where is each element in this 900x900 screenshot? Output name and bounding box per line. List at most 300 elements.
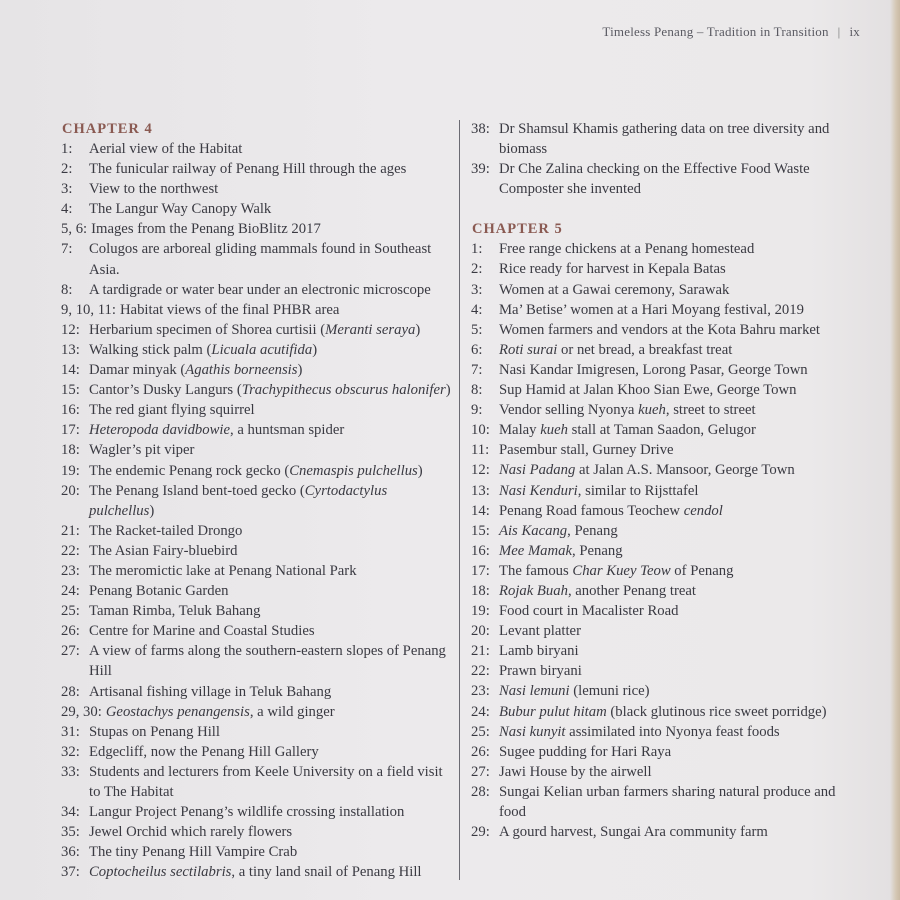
item-caption <box>106 702 451 722</box>
item-caption <box>499 581 851 601</box>
item-number: 21: <box>61 522 80 539</box>
list-item <box>61 601 451 621</box>
item-number: 31: <box>61 723 80 740</box>
item-number: 16: <box>61 402 80 419</box>
item-caption <box>499 722 851 742</box>
list-item <box>61 802 451 822</box>
caption-text: Damar minyak ( <box>89 362 186 379</box>
item-caption <box>499 641 851 661</box>
item-caption <box>89 621 451 641</box>
item-number: 19: <box>61 462 80 479</box>
book-title: Timeless Penang – Tradition in Transition <box>602 24 829 39</box>
caption-after: , another Penang treat <box>567 582 696 599</box>
caption-text: Stupas on Penang Hill <box>89 723 220 740</box>
item-number: 17: <box>61 422 80 439</box>
caption-after: at Jalan A.S. Mansoor, George Town <box>575 462 795 479</box>
item-caption <box>499 661 851 681</box>
item-caption <box>91 219 451 239</box>
item-caption <box>499 420 851 440</box>
caption-text: Sup Hamid at Jalan Khoo Sian Ewe, George Town <box>499 382 797 399</box>
caption-italic: Nasi Padang <box>499 462 576 479</box>
list-item <box>471 420 851 440</box>
caption-text: Women farmers and vendors at the Kota Bahru market <box>499 321 821 338</box>
caption-text: Sugee pudding for Hari Raya <box>499 743 672 760</box>
item-number: 12: <box>61 321 80 338</box>
item-caption <box>89 682 451 702</box>
item-number: 39: <box>471 161 490 178</box>
list-item <box>61 862 451 882</box>
caption-text: Free range chickens at a Penang homestead <box>499 241 755 258</box>
caption-text: The funicular railway of Penang Hill through the ages <box>89 161 407 178</box>
item-number: 10: <box>471 422 490 439</box>
chapter-4-continued-list <box>471 119 851 199</box>
list-item <box>61 682 451 702</box>
item-caption <box>499 621 851 641</box>
item-number: 14: <box>471 502 490 519</box>
item-caption <box>499 601 851 621</box>
list-item <box>61 521 451 541</box>
caption-text: Aerial view of the Habitat <box>89 141 243 157</box>
item-number: 5, 6: <box>61 221 88 238</box>
item-caption <box>89 822 451 842</box>
page-edge <box>890 0 900 900</box>
list-item <box>471 259 851 279</box>
caption-text: Colugos are arboreal gliding mammals found in Southeast Asia. <box>89 241 432 278</box>
caption-italic: Nasi Kenduri <box>499 482 578 499</box>
caption-after: , a huntsman spider <box>230 422 345 439</box>
list-item <box>61 541 451 561</box>
caption-italic: Licuala acutifida <box>211 341 313 358</box>
item-caption <box>499 681 851 701</box>
item-number: 27: <box>61 643 80 660</box>
list-item <box>61 199 451 219</box>
item-number: 22: <box>61 542 80 559</box>
caption-text: A tardigrade or water bear under an electronic microscope <box>89 281 431 298</box>
item-caption <box>499 501 851 521</box>
item-caption <box>89 159 451 179</box>
list-item <box>471 581 851 601</box>
list-item <box>471 782 851 822</box>
header-separator: | <box>837 24 841 39</box>
list-item <box>61 461 451 481</box>
list-item <box>61 581 451 601</box>
item-number: 26: <box>471 743 490 760</box>
caption-text: The Racket-tailed Drongo <box>89 522 243 539</box>
list-item <box>61 440 451 460</box>
caption-text: Images from the Penang BioBlitz 2017 <box>91 221 321 238</box>
item-number: 24: <box>61 583 80 600</box>
item-number: 26: <box>61 623 80 640</box>
item-caption <box>89 762 451 802</box>
item-number: 18: <box>471 582 490 599</box>
item-number: 5: <box>471 321 483 338</box>
caption-text: Rice ready for harvest in Kepala Batas <box>499 261 726 278</box>
caption-text: Food court in Macalister Road <box>499 603 679 620</box>
item-number: 34: <box>61 804 80 821</box>
item-caption <box>89 802 451 822</box>
item-number: 22: <box>471 663 490 680</box>
item-number: 16: <box>471 542 490 559</box>
item-number: 21: <box>471 643 490 660</box>
list-item <box>471 501 851 521</box>
item-number: 9: <box>471 402 483 419</box>
caption-after: ) <box>445 382 451 399</box>
item-caption <box>499 259 851 279</box>
item-caption <box>89 239 451 279</box>
caption-text: Nasi Kandar Imigresen, Lorong Pasar, George Town <box>499 361 808 378</box>
item-number: 8: <box>61 281 73 298</box>
item-number: 13: <box>61 341 80 358</box>
list-item <box>471 661 851 681</box>
caption-italic: Agathis borneensis <box>185 362 298 379</box>
item-caption <box>499 460 851 480</box>
caption-after: ) <box>415 321 421 338</box>
chapter-5-heading: CHAPTER 5 <box>472 221 563 238</box>
item-caption <box>499 702 851 722</box>
item-caption <box>89 420 451 440</box>
list-item <box>471 360 851 380</box>
item-caption <box>89 601 451 621</box>
item-number: 13: <box>471 482 490 499</box>
caption-text: A view of farms along the southern-eastern slopes of Penang Hill <box>89 643 446 680</box>
item-number: 7: <box>61 241 73 258</box>
item-number: 9, 10, 11: <box>61 301 116 318</box>
list-item <box>471 521 851 541</box>
item-caption <box>499 561 851 581</box>
caption-italic: Rojak Buah <box>499 582 568 599</box>
list-item <box>471 722 851 742</box>
caption-after: or net bread, a breakfast treat <box>557 341 733 358</box>
item-number: 1: <box>471 241 483 258</box>
item-caption <box>89 742 451 762</box>
caption-italic: kueh <box>540 422 568 439</box>
caption-italic: Geostachys penangensis <box>105 703 250 720</box>
item-caption <box>120 300 451 320</box>
caption-text: Lamb biryani <box>499 643 579 660</box>
item-caption <box>89 641 451 681</box>
item-caption <box>499 380 851 400</box>
list-item <box>471 561 851 581</box>
list-item <box>61 641 451 681</box>
item-caption <box>499 782 851 822</box>
item-number: 35: <box>61 824 80 841</box>
item-number: 8: <box>471 382 483 399</box>
chapter-4-heading: CHAPTER 4 <box>62 121 153 137</box>
caption-after: , a wild ginger <box>249 703 335 720</box>
list-item <box>61 420 451 440</box>
item-number: 12: <box>471 462 490 479</box>
caption-after: assimilated into Nyonya feast foods <box>565 723 780 740</box>
item-number: 18: <box>61 442 80 459</box>
caption-text: Penang Botanic Garden <box>89 583 229 600</box>
list-item <box>61 400 451 420</box>
left-column <box>61 119 451 882</box>
caption-text: Prawn biryani <box>499 663 582 680</box>
item-caption <box>89 842 451 862</box>
list-item <box>61 842 451 862</box>
caption-text: Centre for Marine and Coastal Studies <box>89 623 315 640</box>
caption-italic: Mee Mamak <box>499 542 572 559</box>
item-number: 24: <box>471 703 490 720</box>
item-caption <box>89 380 451 400</box>
caption-italic: kueh <box>638 402 666 419</box>
caption-after: ) <box>312 341 318 358</box>
item-number: 25: <box>471 723 490 740</box>
list-item <box>471 280 851 300</box>
item-caption <box>499 119 851 159</box>
item-number: 32: <box>61 743 80 760</box>
caption-text: Students and lecturers from Keele University on a field visit to The Habitat <box>89 763 443 800</box>
item-caption <box>89 862 451 882</box>
list-item <box>61 380 451 400</box>
caption-text: Edgecliff, now the Penang Hill Gallery <box>89 743 319 760</box>
item-caption <box>499 400 851 420</box>
item-number: 37: <box>61 864 80 881</box>
caption-text: The red giant flying squirrel <box>89 402 255 419</box>
caption-after: of Penang <box>670 562 734 579</box>
item-caption <box>89 521 451 541</box>
list-item <box>61 702 451 722</box>
list-item <box>471 481 851 501</box>
item-caption <box>89 360 451 380</box>
list-item <box>61 139 451 159</box>
caption-after: , Penang <box>572 542 623 559</box>
chapter-5-list <box>471 239 851 842</box>
caption-text: The meromictic lake at Penang National Park <box>89 562 357 579</box>
list-item <box>61 621 451 641</box>
item-number: 4: <box>61 201 73 218</box>
caption-after: ) <box>297 362 303 379</box>
caption-italic: Meranti seraya <box>325 321 416 338</box>
item-number: 23: <box>61 562 80 579</box>
list-item <box>471 119 851 159</box>
item-number: 27: <box>471 763 490 780</box>
caption-text: A gourd harvest, Sungai Ara community farm <box>499 824 768 841</box>
caption-after: (lemuni rice) <box>569 683 650 700</box>
list-item <box>471 159 851 199</box>
list-item <box>61 320 451 340</box>
list-item <box>61 762 451 802</box>
caption-italic: Char Kuey Teow <box>572 562 671 579</box>
caption-text: The tiny Penang Hill Vampire Crab <box>89 844 298 861</box>
caption-italic: Nasi lemuni <box>499 683 570 700</box>
list-item <box>61 280 451 300</box>
caption-text: Taman Rimba, Teluk Bahang <box>89 603 261 620</box>
item-number: 15: <box>471 522 490 539</box>
caption-italic: Bubur pulut hitam <box>499 703 607 720</box>
item-number: 19: <box>471 603 490 620</box>
caption-italic: Cyrtodactylus pulchellus <box>89 482 388 519</box>
item-caption <box>89 440 451 460</box>
caption-text: Women at a Gawai ceremony, Sarawak <box>499 281 730 298</box>
caption-after: ) <box>417 462 423 479</box>
right-column <box>471 119 851 842</box>
caption-italic: Heteropoda davidbowie <box>89 422 231 439</box>
caption-text: Levant platter <box>499 623 581 640</box>
caption-text: Walking stick palm ( <box>89 341 212 358</box>
item-number: 28: <box>61 683 80 700</box>
caption-text: Wagler’s pit viper <box>89 442 195 459</box>
list-item <box>61 742 451 762</box>
list-item <box>471 702 851 722</box>
list-item <box>61 722 451 742</box>
item-number: 20: <box>471 623 490 640</box>
caption-text: Artisanal fishing village in Teluk Bahang <box>89 683 332 700</box>
item-caption <box>499 159 851 199</box>
caption-text: Dr Shamsul Khamis gathering data on tree diversity and biomass <box>499 121 830 158</box>
item-number: 2: <box>471 261 483 278</box>
item-number: 25: <box>61 603 80 620</box>
list-item <box>471 340 851 360</box>
item-number: 14: <box>61 362 80 379</box>
list-item <box>61 179 451 199</box>
caption-text: Cantor’s Dusky Langurs ( <box>89 382 242 399</box>
item-caption <box>499 440 851 460</box>
item-caption <box>499 340 851 360</box>
caption-text: Dr Che Zalina checking on the Effective Food Waste Composter she invented <box>499 161 810 198</box>
item-number: 36: <box>61 844 80 861</box>
caption-italic: cendol <box>683 502 723 519</box>
list-item <box>471 742 851 762</box>
chapter-4-list <box>61 139 451 882</box>
list-item <box>61 219 451 239</box>
item-caption <box>89 561 451 581</box>
caption-italic: Nasi kunyit <box>499 723 566 740</box>
list-item <box>471 440 851 460</box>
list-item <box>471 400 851 420</box>
caption-after: stall at Taman Saadon, Gelugor <box>567 422 756 439</box>
running-header <box>602 24 860 40</box>
section-gap <box>471 199 851 219</box>
item-caption <box>89 340 451 360</box>
list-item <box>61 561 451 581</box>
list-item <box>471 300 851 320</box>
item-number: 33: <box>61 763 80 780</box>
list-item <box>471 239 851 259</box>
list-item <box>61 300 451 320</box>
item-caption <box>89 320 451 340</box>
item-caption <box>89 481 451 521</box>
item-caption <box>89 179 451 199</box>
list-item <box>471 320 851 340</box>
item-number: 4: <box>471 301 483 318</box>
item-number: 11: <box>471 442 490 459</box>
caption-italic: Ais Kacang <box>499 522 568 539</box>
list-item <box>61 159 451 179</box>
item-caption <box>89 722 451 742</box>
caption-text: View to the northwest <box>89 181 219 198</box>
item-caption <box>89 280 451 300</box>
caption-italic: Cnemaspis pulchellus <box>289 462 418 479</box>
item-caption <box>499 300 851 320</box>
caption-text: The Asian Fairy-bluebird <box>89 542 238 559</box>
item-number: 7: <box>471 361 483 378</box>
list-item <box>61 239 451 279</box>
caption-italic: Roti surai <box>499 341 558 358</box>
item-number: 38: <box>471 121 490 137</box>
caption-after: ) <box>149 502 155 519</box>
caption-text: Penang Road famous Teochew <box>499 502 684 519</box>
caption-after: , a tiny land snail of Penang Hill <box>231 864 422 881</box>
item-caption <box>499 320 851 340</box>
caption-text: Vendor selling Nyonya <box>499 402 639 419</box>
list-item <box>471 681 851 701</box>
item-caption <box>499 239 851 259</box>
item-caption <box>89 199 451 219</box>
caption-text: The Langur Way Canopy Walk <box>89 201 272 218</box>
caption-text: The endemic Penang rock gecko ( <box>89 462 290 479</box>
item-caption <box>89 139 451 159</box>
caption-text: The famous <box>499 562 573 579</box>
item-number: 1: <box>61 141 73 157</box>
caption-text: Malay <box>499 422 541 439</box>
list-item <box>471 541 851 561</box>
list-item <box>61 481 451 521</box>
list-item <box>471 822 851 842</box>
item-caption <box>89 581 451 601</box>
list-item <box>471 460 851 480</box>
list-item <box>471 601 851 621</box>
caption-after: , street to street <box>665 402 756 419</box>
item-caption <box>499 521 851 541</box>
item-caption <box>89 400 451 420</box>
list-item <box>471 641 851 661</box>
item-number: 3: <box>61 181 73 198</box>
item-number: 2: <box>61 161 73 178</box>
item-caption <box>499 360 851 380</box>
item-number: 15: <box>61 382 80 399</box>
item-caption <box>499 742 851 762</box>
caption-text: Sungai Kelian urban farmers sharing natural produce and food <box>499 783 836 820</box>
list-item <box>471 621 851 641</box>
list-item <box>61 360 451 380</box>
caption-text: Pasembur stall, Gurney Drive <box>499 442 674 459</box>
caption-text: Ma’ Betise’ women at a Hari Moyang festival, 2019 <box>499 301 804 318</box>
item-caption <box>89 541 451 561</box>
list-item <box>471 380 851 400</box>
caption-italic: Trachypithecus obscurus halonifer <box>241 382 446 399</box>
caption-text: Habitat views of the final PHBR area <box>119 301 340 318</box>
caption-text: Jawi House by the airwell <box>499 763 652 780</box>
item-number: 6: <box>471 341 483 358</box>
item-number: 29: <box>471 824 490 841</box>
item-number: 23: <box>471 683 490 700</box>
list-item <box>61 340 451 360</box>
caption-text: The Penang Island bent-toed gecko ( <box>89 482 305 499</box>
item-caption <box>499 762 851 782</box>
caption-italic: Coptocheilus sectilabris <box>89 864 232 881</box>
item-number: 20: <box>61 482 80 499</box>
item-caption <box>499 822 851 842</box>
item-number: 17: <box>471 562 490 579</box>
item-caption <box>89 461 451 481</box>
item-caption <box>499 481 851 501</box>
list-item <box>471 762 851 782</box>
caption-text: Herbarium specimen of Shorea curtisii ( <box>89 321 326 338</box>
caption-after: (black glutinous rice sweet porridge) <box>606 703 827 720</box>
item-number: 3: <box>471 281 483 298</box>
list-item <box>61 822 451 842</box>
page-number: ix <box>849 24 860 39</box>
caption-after: , similar to Rijsttafel <box>577 482 699 499</box>
item-caption <box>499 541 851 561</box>
item-number: 29, 30: <box>61 703 102 720</box>
item-number: 28: <box>471 783 490 800</box>
caption-text: Langur Project Penang’s wildlife crossing installation <box>89 804 405 821</box>
item-caption <box>499 280 851 300</box>
caption-after: , Penang <box>567 522 618 539</box>
caption-text: Jewel Orchid which rarely flowers <box>89 824 293 841</box>
